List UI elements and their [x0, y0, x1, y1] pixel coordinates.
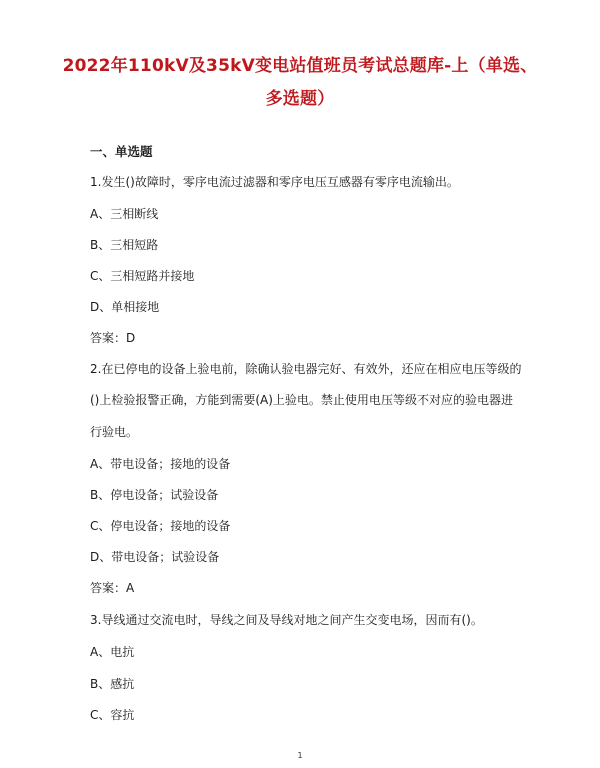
q2-option-c: C、停电设备；接地的设备 — [90, 519, 231, 533]
q1-option-c: C、三相短路并接地 — [90, 269, 195, 283]
question-3-stem: 3.导线通过交流电时，导线之间及导线对地之间产生交变电场，因而有()。 — [90, 613, 483, 627]
q1-option-d: D、单相接地 — [90, 300, 160, 314]
q1-option-b: B、三相短路 — [90, 238, 159, 252]
q3-option-c: C、容抗 — [90, 708, 135, 722]
q2-answer: 答案：A — [90, 581, 135, 595]
q1-answer: 答案：D — [90, 331, 136, 345]
question-2-stem-line-1: 2.在已停电的设备上验电前，除确认验电器完好、有效外，还应在相应电压等级的 — [90, 362, 522, 376]
question-2-stem-line-2: ()上检验报警正确，方能到需要(A)上验电。禁止使用电压等级不对应的验电器进 — [90, 393, 513, 407]
q3-option-a: A、电抗 — [90, 645, 135, 659]
section-heading: 一、单选题 — [90, 144, 153, 159]
page-number: 1 — [297, 751, 303, 760]
q2-option-b: B、停电设备；试验设备 — [90, 488, 219, 502]
question-2-stem-line-3: 行验电。 — [90, 425, 139, 439]
q1-option-a: A、三相断线 — [90, 207, 159, 221]
q3-option-b: B、感抗 — [90, 677, 135, 691]
q2-option-a: A、带电设备；接地的设备 — [90, 457, 231, 471]
q2-option-d: D、带电设备；试验设备 — [90, 550, 220, 564]
document-title: 2022年110kV及35kV变电站值班员考试总题库-上（单选、多选题） — [62, 56, 538, 109]
question-1-stem: 1.发生()故障时，零序电流过滤器和零序电压互感器有零序电流输出。 — [90, 175, 459, 189]
